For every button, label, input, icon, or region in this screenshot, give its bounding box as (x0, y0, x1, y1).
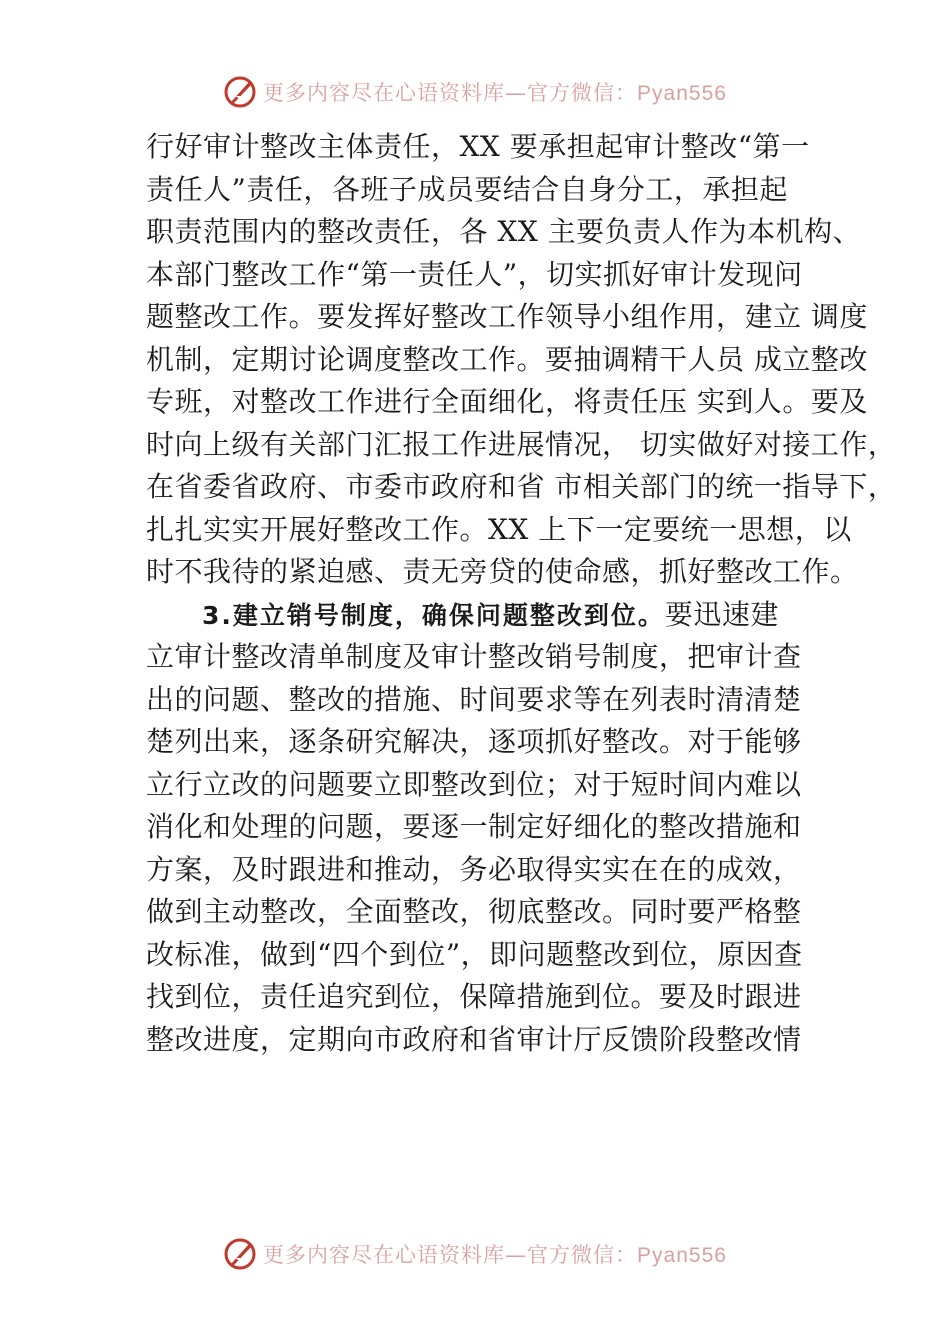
text-line: 做到主动整改，全面整改，彻底整改。同时要严格整 (146, 895, 802, 928)
section-heading-line (146, 594, 866, 637)
text-line: 在省委省政府、市委市政府和省 市相关部门的统一指导下， (146, 470, 897, 503)
text-line: 责任人”责任，各班子成员要结合自身分工，承担起 (146, 172, 788, 206)
text-line: 出的问题、整改的措施、时间要求等在列表时清清楚 (146, 682, 802, 716)
text-line: 改标准，做到“四个到位”，即问题整改到位，原因查 (146, 937, 803, 971)
footer-watermark (0, 1232, 950, 1276)
text-line: 职责范围内的整改责任，各 XX 主要负责人作为本机构、 (146, 215, 862, 248)
text-line: 立审计整改清单制度及审计整改销号制度，把审计查 (146, 640, 802, 673)
quill-pen-logo-icon (223, 75, 257, 109)
quill-pen-logo-icon (223, 1237, 257, 1271)
text-line: 找到位，责任追究到位，保障措施到位。要及时跟进 (146, 980, 802, 1013)
paragraph-responsibility (146, 126, 897, 594)
text-line: 机制，定期讨论调度整改工作。要抽调精干人员 成立整改 (146, 342, 868, 376)
text-line: 立行立改的问题要立即整改到位；对于短时间内难以 (146, 767, 802, 801)
text-line: 整改进度，定期向市政府和省审计厅反馈阶段整改情 (146, 1022, 802, 1056)
header-watermark-text: 更多内容尽在心语资料库—官方微信：Pyan556 (263, 81, 727, 105)
footer-watermark-text: 更多内容尽在心语资料库—官方微信：Pyan556 (263, 1243, 727, 1267)
text-line: 时向上级有关部门汇报工作进展情况， 切实做好对接工作， (146, 427, 897, 461)
header-wechat-id: Pyan556 (637, 82, 727, 105)
text-line: 行好审计整改主体责任，XX 要承担起审计整改“第一 (146, 130, 810, 163)
text-line: 消化和处理的问题，要逐一制定好细化的整改措施和 (146, 810, 802, 843)
footer-wechat-id: Pyan556 (637, 1244, 727, 1267)
text-line: 时不我待的紧迫感、责无旁贷的使命感，抓好整改工作。 (146, 555, 859, 588)
text-line: 本部门整改工作“第一责任人”，切实抓好审计发现问 (146, 257, 803, 291)
section-heading: 3.建立销号制度，确保问题整改到位。 (202, 600, 665, 630)
text-line: 方案，及时跟进和推动，务必取得实实在在的成效， (146, 852, 802, 886)
paragraph-verification-system (146, 594, 866, 1062)
header-watermark (0, 70, 950, 114)
text-line: 专班，对整改工作进行全面细化，将责任压 实到人。要及 (146, 385, 868, 418)
text-line: 题整改工作。要发挥好整改工作领导小组作用，建立 调度 (146, 300, 868, 333)
document-body (146, 126, 897, 1061)
section-heading-tail: 要迅速建 (664, 597, 779, 631)
text-line: 楚列出来，逐条研究解决，逐项抓好整改。对于能够 (146, 725, 802, 758)
text-line: 扎扎实实开展好整改工作。XX 上下一定要统一思想，以 (146, 512, 852, 546)
